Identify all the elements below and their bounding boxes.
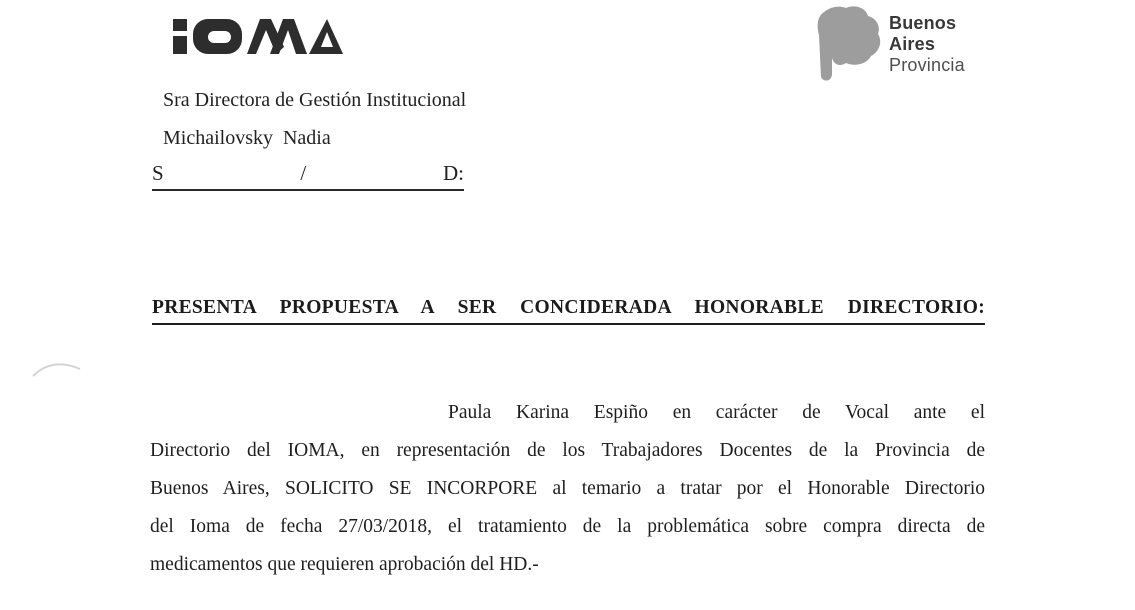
sd-letter-d: D: bbox=[443, 161, 464, 185]
body-line: Directorio del IOMA, en representación de los Trabajadores Docentes de la Provincia de bbox=[150, 440, 985, 461]
recipient-name-line: Michailovsky Nadia bbox=[163, 127, 331, 149]
subject-heading: PRESENTA PROPUESTA A SER CONCIDERADA HONORABLE DIRECTORIO: bbox=[152, 295, 985, 325]
ba-logo-line-provincia: Provincia bbox=[889, 55, 965, 75]
sd-letter-s: S bbox=[152, 161, 164, 185]
buenos-aires-province-map-icon bbox=[808, 5, 886, 85]
recipient-title-line: Sra Directora de Gestión Institucional bbox=[163, 89, 467, 111]
body-line: Paula Karina Espiño en carácter de Vocal ante el bbox=[448, 402, 985, 423]
body-line: del Ioma de fecha 27/03/2018, el tratamiento de la problemática sobre compra directa de bbox=[150, 516, 985, 537]
scan-artifact-arc bbox=[30, 353, 85, 383]
ba-logo-line-aires: Aires bbox=[889, 34, 936, 54]
sd-slash: / bbox=[300, 161, 307, 185]
ioma-logo-icon bbox=[173, 18, 343, 55]
s-slash-d-line bbox=[152, 161, 464, 191]
buenos-aires-logo-text bbox=[889, 13, 965, 76]
body-line: medicamentos que requieren aprobación del HD.- bbox=[150, 554, 539, 575]
body-line: Buenos Aires, SOLICITO SE INCORPORE al temario a tratar por el Honorable Directorio bbox=[150, 478, 985, 499]
body-paragraph bbox=[150, 394, 985, 584]
ba-logo-line-buenos: Buenos bbox=[889, 13, 957, 33]
